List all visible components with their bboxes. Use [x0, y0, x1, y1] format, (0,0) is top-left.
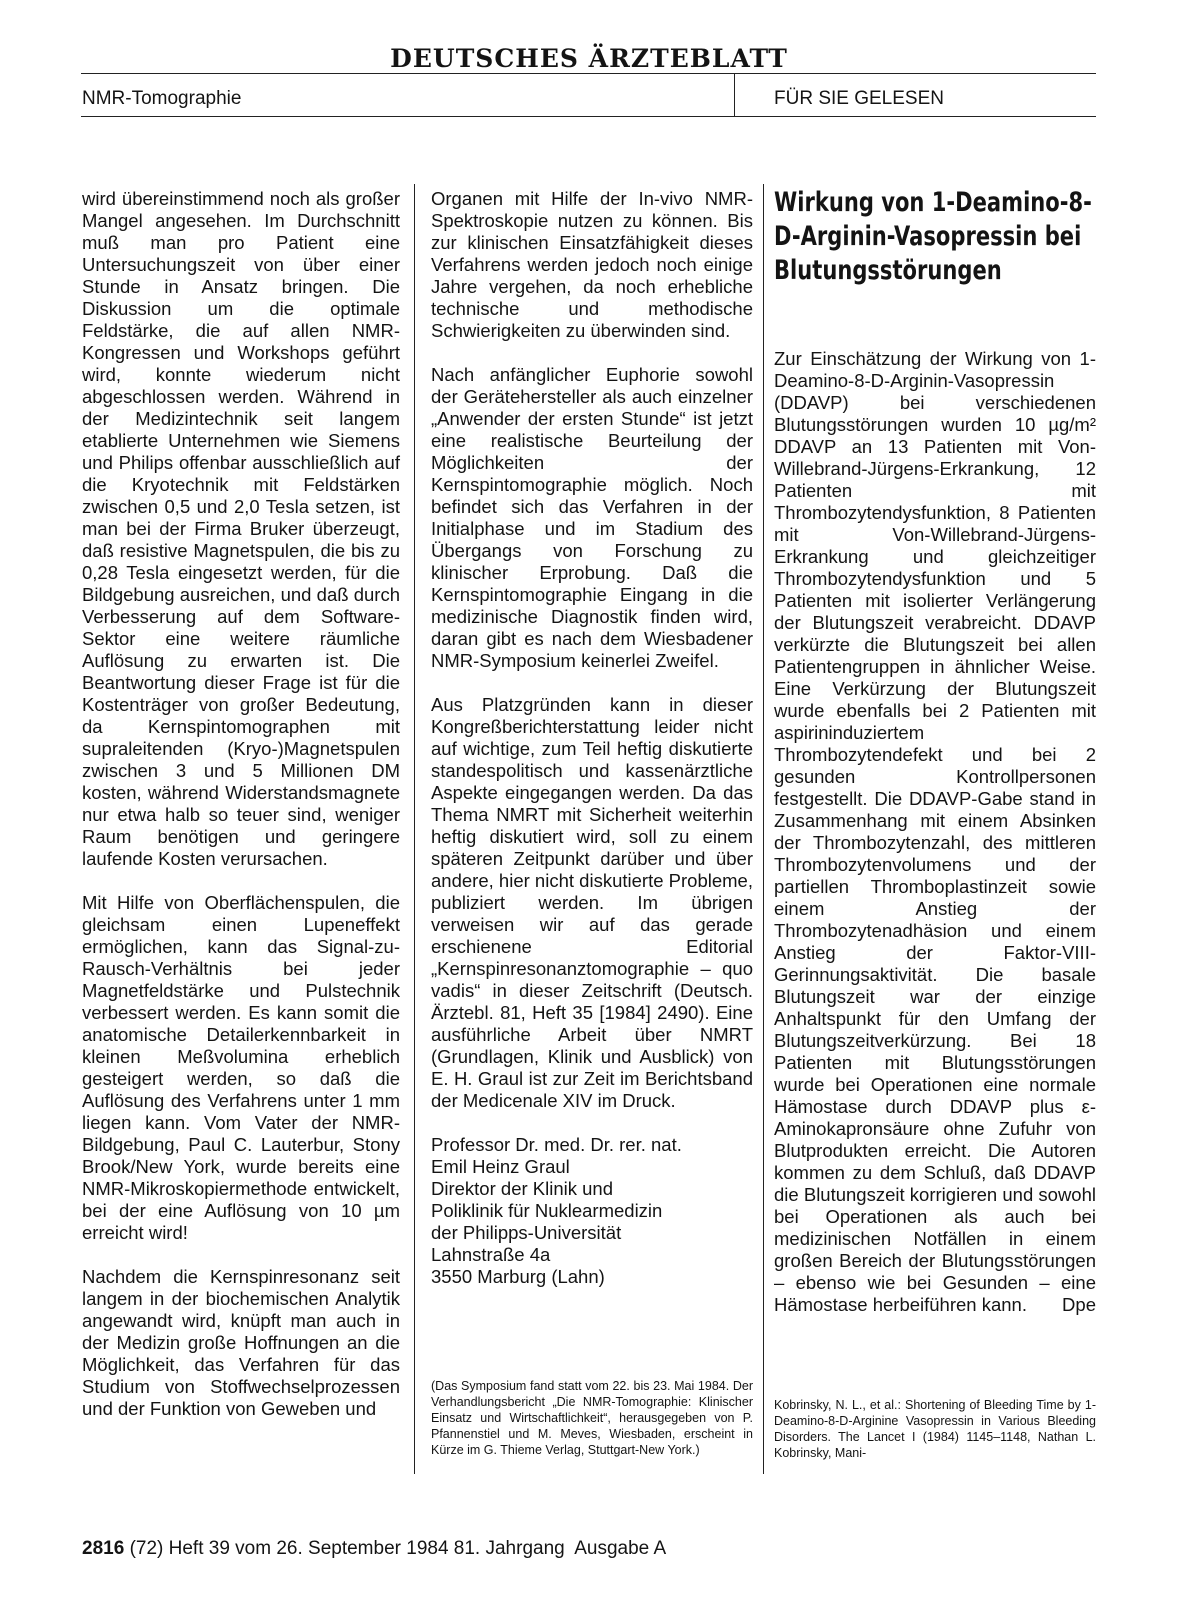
- column-divider-1: [414, 184, 415, 1474]
- paragraph: Organen mit Hilfe der In-vivo NMR-Spektroskopie nutzen zu können. Bis zur klinischen Einsatzfähigkeit dieses Verfahrens werden jedoch noch einige Jahre vergehen, da noch erhebliche technische und methodische Schwierigkeiten zu überwinden sind.: [431, 188, 753, 341]
- paragraph: Aus Platzgründen kann in dieser Kongreßberichterstattung leider nicht auf wichtige, zum Teil heftig diskutierte standespolitisch und kassenärztliche Aspekte eingegangen werden. Da das Thema NMRT mit Sicherheit weiterhin heftig diskutiert wird, soll zu einem späteren Zeitpunkt darüber und über andere, hier nicht diskutierte Probleme, publiziert werden. Im übrigen verweisen wir auf das gerade erschienene Editorial „Kernspinresonanztomographie – quo vadis“ in dieser Zeitschrift (Deutsch. Ärztebl. 81, Heft 35 [1984] 2490). Eine ausführliche Arbeit über NMRT (Grundlagen, Klinik und Ausblick) von E. H. Graul ist zur Zeit im Berichtsband der Medicenale XIV im Druck.: [431, 694, 753, 1111]
- paragraph: wird übereinstimmend noch als großer Mangel angesehen. Im Durchschnitt muß man pro Patient eine Untersuchungszeit von über einer Stunde in Ansatz bringen. Die Diskussion um die optimale Feldstärke, die auf allen NMR-Kongressen und Workshops geführt wird, konnte wiederum nicht abgeschlossen werden. Während in der Medizintechnik seit langem etablierte Unternehmen wie Siemens und Philips offenbar ausschließlich auf die Kryotechnik mit Feldstärken zwischen 0,5 und 2,0 Tesla setzen, ist man bei der Firma Bruker überzeugt, daß resistive Magnetspulen, die bis zu 0,28 Tesla eingesetzt werden, für die Bildgebung ausreichen, und daß durch Verbesserung auf dem Software-Sektor eine weitere räumliche Auflösung zu erwarten ist. Die Beantwortung dieser Frage ist für die Kostenträger von großer Bedeutung, da Kernspintomographen mit supraleitenden (Kryo-)Magnetspulen zwischen 3 und 5 Millionen DM kosten, während Widerstandsmagnete nur etwa halb so teuer sind, weniger Raum benötigen und geringere laufende Kosten verursachen.: [82, 188, 400, 869]
- page-footer: [82, 1538, 666, 1560]
- column-divider-2: [763, 184, 764, 1474]
- paragraph: Nach anfänglicher Euphorie sowohl der Gerätehersteller als auch einzelner „Anwender der ersten Stunde“ ist jetzt eine realistische Beurteilung der Möglichkeiten der Kernspintomographie möglich. Noch befindet sich das Verfahren in der Initialphase und im Stadium des Übergangs von Forschung zu klinischer Erprobung. Daß die Kernspintomographie Eingang in die medizinische Diagnostik finden wird, daran gibt es nach dem Wiesbadener NMR-Symposium keinerlei Zweifel.: [431, 364, 753, 671]
- reference-citation: Kobrinsky, N. L., et al.: Shortening of Bleeding Time by 1-Deamino-8-D-Arginine Vasopressin in Various Bleeding Disorders. The Lancet I (1984) 1145–1148, Nathan L. Kobrinsky, Mani-: [774, 1398, 1096, 1460]
- section-label-right: FÜR SIE GELESEN: [774, 88, 944, 109]
- header-rule-top: [81, 73, 1096, 74]
- abstract-text: Zur Einschätzung der Wirkung von 1-Deamino-8-D-Arginin-Vasopressin (DDAVP) bei verschiedenen Blutungsstörungen wurden 10 µg/m² DDAVP an 13 Patienten mit Von-Willebrand-Jürgens-Erkrankung, 12 Patienten mit Thrombozytendysfunktion, 8 Patienten mit Von-Willebrand-Jürgens-Erkrankung und gleichzeitiger Thrombozytendysfunktion und 5 Patienten mit isolierter Verlängerung der Blutungszeit verabreicht. DDAVP verkürzte die Blutungszeit bei allen Patientengruppen in ähnlicher Weise. Eine Verkürzung der Blutungszeit wurde ebenfalls bei 2 Patienten mit aspirininduziertem Thrombozytendefekt und bei 2 gesunden Kontrollpersonen festgestellt. Die DDAVP-Gabe stand in Zusammenhang mit einem Absinken der Thrombozytenzahl, des mittleren Thrombozytenvolumens und der partiellen Thromboplastinzeit sowie einem Anstieg der Thrombozytenadhäsion und einem Anstieg der Faktor-VIII-Gerinnungsaktivität. Die basale Blutungszeit war der einzige Anhaltspunkt für den Umfang der Blutungszeitverkürzung. Bei 18 Patienten mit Blutungsstörungen wurde bei Operationen eine normale Hämostase durch DDAVP plus ε-Aminokapronsäure ohne Zufuhr von Blutprodukten erreicht. Die Autoren kommen zu dem Schluß, daß DDAVP die Blutungszeit korrigieren und sowohl bei Operationen als auch bei medizinischen Notfällen in einem großen Bereich der Blutungsstörungen – ebenso wie bei Gesunden – eine Hämostase herbeiführen kann. Dpe: [774, 348, 1096, 1315]
- page-number: 2816: [82, 1538, 125, 1559]
- paragraph: Nachdem die Kernspinresonanz seit langem in der biochemischen Analytik angewandt wird, knüpft man auch in der Medizin große Hoffnungen an die Möglichkeit, das Verfahren für das Studium von Stoffwechselprozessen und der Funktion von Geweben und: [82, 1266, 400, 1419]
- header-divider: [734, 73, 735, 116]
- symposium-note: (Das Symposium fand statt vom 22. bis 23. Mai 1984. Der Verhandlungsbericht „Die NMR-Tomographie: Klinischer Einsatz und Wirtschaftlichkeit“, herausgegeben von P. Pfannenstiel und M. Meves, Wiesbaden, erscheint in Kürze im G. Thieme Verlag, Stuttgart-New York.): [431, 1379, 753, 1457]
- article-column-2: [431, 188, 753, 1310]
- signature: Dpe: [1062, 1294, 1096, 1315]
- section-label-left: NMR-Tomographie: [82, 88, 242, 109]
- article-column-3: [774, 348, 1096, 1316]
- article-column-1: [82, 188, 400, 1420]
- masthead: DEUTSCHES ÄRZTEBLATT: [390, 44, 788, 73]
- issue-info: (72) Heft 39 vom 26. September 1984 81. Jahrgang Ausgabe A: [129, 1538, 667, 1559]
- article-title: Wirkung von 1-Deamino-8-D-Arginin-Vasopressin bei Blutungsstörungen: [774, 187, 1092, 286]
- header-rule-bottom: [81, 116, 1096, 117]
- paragraph: Mit Hilfe von Oberflächenspulen, die gleichsam einen Lupeneffekt ermöglichen, kann das Signal-zu-Rausch-Verhältnis bei jeder Magnetfeldstärke und Pulstechnik verbessert werden. Es kann somit die anatomische Detailerkennbarkeit in kleinen Meßvolumina erheblich gesteigert werden, so daß die Auflösung des Verfahrens unter 1 mm liegen kann. Vom Vater der NMR-Bildgebung, Paul C. Lauterbur, Stony Brook/New York, wurde bereits eine NMR-Mikroskopiermethode entwickelt, bei der eine Auflösung von 10 µm erreicht wird!: [82, 892, 400, 1243]
- author-address: Professor Dr. med. Dr. rer. nat. Emil Heinz Graul Direktor der Klinik und Poliklinik für Nuklearmedizin der Philipps-Universität Lahnstraße 4a 3550 Marburg (Lahn): [431, 1134, 682, 1287]
